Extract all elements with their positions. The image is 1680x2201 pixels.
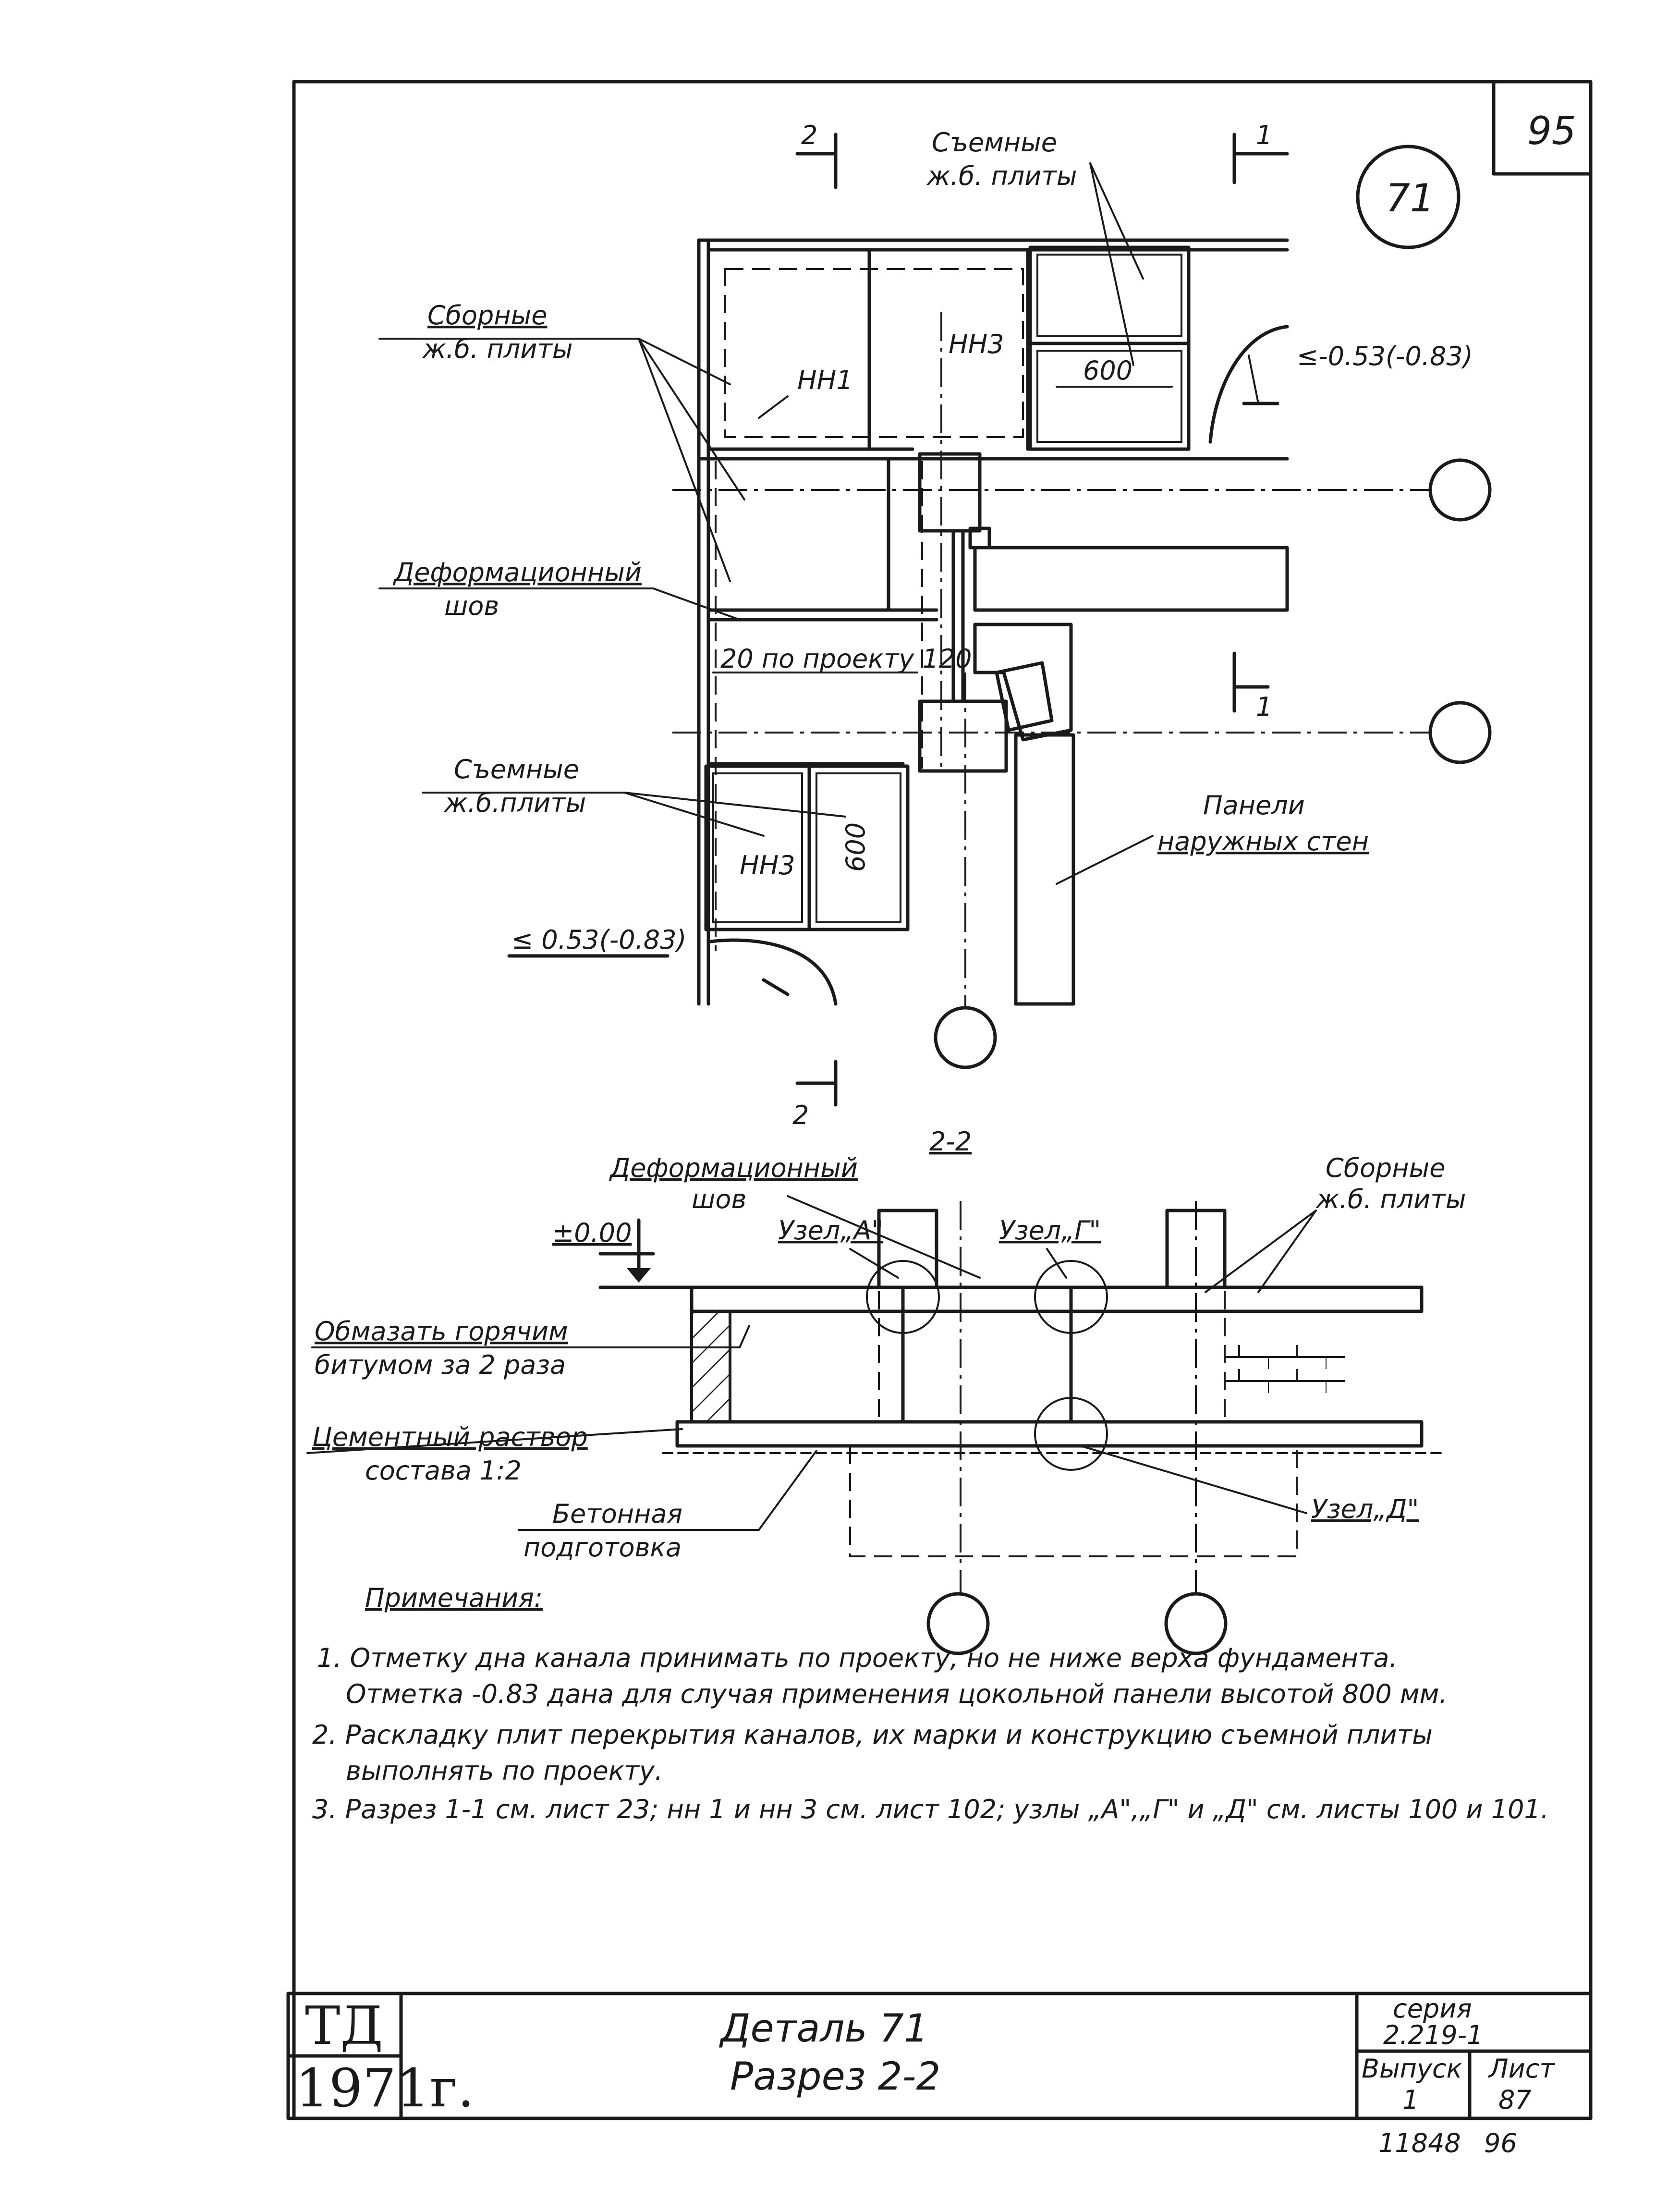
notes bbox=[312, 1583, 1549, 1824]
node-g-label: Узел„Г" bbox=[999, 1215, 1101, 1246]
note-line-3: 2. Раскладку плит перекрытия каналов, их марки и конструкцию съемной плиты bbox=[312, 1720, 1433, 1750]
section2-top-mark: 2 bbox=[801, 120, 818, 150]
title-line-1: Деталь 71 bbox=[720, 2006, 928, 2051]
mark-nn3-bot: НН3 bbox=[740, 850, 795, 880]
node-a-label: Узел„А" bbox=[778, 1215, 884, 1246]
mortar-l1: Цементный раствор bbox=[312, 1422, 588, 1452]
dim-600-bot: 600 bbox=[840, 822, 871, 872]
corner-box bbox=[1494, 82, 1591, 174]
title-block bbox=[288, 1993, 1591, 2158]
stamp-num: 96 bbox=[1484, 2128, 1517, 2158]
note-line-5: 3. Разрез 1-1 см. лист 23; нн 1 и нн 3 см. лист 102; узлы „А",„Г" и „Д" см. листы 100 и 101. bbox=[312, 1794, 1549, 1824]
joint-label-l1: Деформационный bbox=[394, 557, 642, 587]
section-joint-l1: Деформационный bbox=[610, 1153, 858, 1183]
title-line-2: Разрез 2-2 bbox=[730, 2054, 941, 2099]
section2-bottom-mark: 2 bbox=[792, 1100, 809, 1130]
series-value: 2.219-1 bbox=[1383, 2020, 1484, 2050]
panels-label-l2: наружных стен bbox=[1157, 826, 1369, 856]
sheet-value: 87 bbox=[1498, 2085, 1532, 2115]
note-line-1: 1. Отметку дна канала принимать по проекту, но не ниже верха фундамента. bbox=[317, 1643, 1398, 1673]
issue-value: 1 bbox=[1402, 2085, 1419, 2115]
axis-bubble-right-upper bbox=[1430, 460, 1490, 520]
detail-number: 71 bbox=[1386, 176, 1435, 220]
section-prefab-l1: Сборные bbox=[1326, 1153, 1446, 1183]
node-d-label: Узел„Д" bbox=[1311, 1494, 1419, 1524]
section-joint-l2: шов bbox=[692, 1184, 747, 1214]
prefab-slabs-l2: ж.б. плиты bbox=[423, 334, 573, 364]
note-line-2: Отметка -0.83 дана для случая применения цокольной панели высотой 800 мм. bbox=[346, 1679, 1448, 1709]
detail-marker bbox=[1358, 147, 1459, 247]
plan-view bbox=[379, 120, 1490, 1130]
axis-bubble-right-lower bbox=[1430, 703, 1490, 762]
zero-level: ±0.00 bbox=[552, 1218, 632, 1248]
removable-slabs-top-l1: Съемные bbox=[932, 127, 1057, 158]
panels-label-l1: Панели bbox=[1203, 790, 1305, 820]
bitumen-l2: битумом за 2 раза bbox=[315, 1350, 566, 1380]
stamp-code: 11848 bbox=[1378, 2128, 1461, 2158]
sheet-label: Лист bbox=[1489, 2054, 1555, 2084]
removable-slabs-bot-l1: Съемные bbox=[454, 754, 579, 784]
dim-joint: 20 по проекту 120 bbox=[720, 644, 972, 674]
notes-heading: Примечания: bbox=[365, 1583, 543, 1613]
base-l1: Бетонная bbox=[552, 1499, 682, 1529]
section1-mid-mark: 1 bbox=[1256, 692, 1273, 722]
level-left: ≤ 0.53(-0.83) bbox=[511, 925, 687, 955]
prefab-slabs-l1: Сборные bbox=[427, 300, 548, 330]
note-line-4: выполнять по проекту. bbox=[346, 1756, 663, 1786]
corner-number: 95 bbox=[1527, 109, 1576, 153]
dim-600-top: 600 bbox=[1083, 355, 1133, 386]
year-label: 1971г. bbox=[295, 2057, 475, 2119]
section-prefab-l2: ж.б. плиты bbox=[1316, 1184, 1466, 1214]
joint-label-l2: шов bbox=[444, 591, 499, 621]
bitumen-l1: Обмазать горячим bbox=[315, 1316, 568, 1346]
issue-label: Выпуск bbox=[1362, 2054, 1462, 2084]
axis-bubble-bottom bbox=[936, 1008, 995, 1067]
section1-top-mark: 1 bbox=[1256, 120, 1273, 150]
mortar-l2: состава 1:2 bbox=[365, 1455, 522, 1486]
section-view bbox=[307, 1126, 1466, 1653]
td-label: ТД bbox=[305, 1995, 383, 2056]
removable-slabs-top-l2: ж.б. плиты bbox=[927, 161, 1077, 191]
series-label: серия bbox=[1393, 1993, 1472, 2024]
mark-nn3-top: НН3 bbox=[949, 329, 1004, 359]
removable-slabs-bot-l2: ж.б.плиты bbox=[444, 788, 586, 818]
section-title: 2-2 bbox=[929, 1126, 972, 1157]
base-l2: подготовка bbox=[523, 1532, 682, 1563]
level-right: ≤-0.53(-0.83) bbox=[1297, 341, 1473, 371]
mark-nn1: НН1 bbox=[797, 365, 853, 395]
